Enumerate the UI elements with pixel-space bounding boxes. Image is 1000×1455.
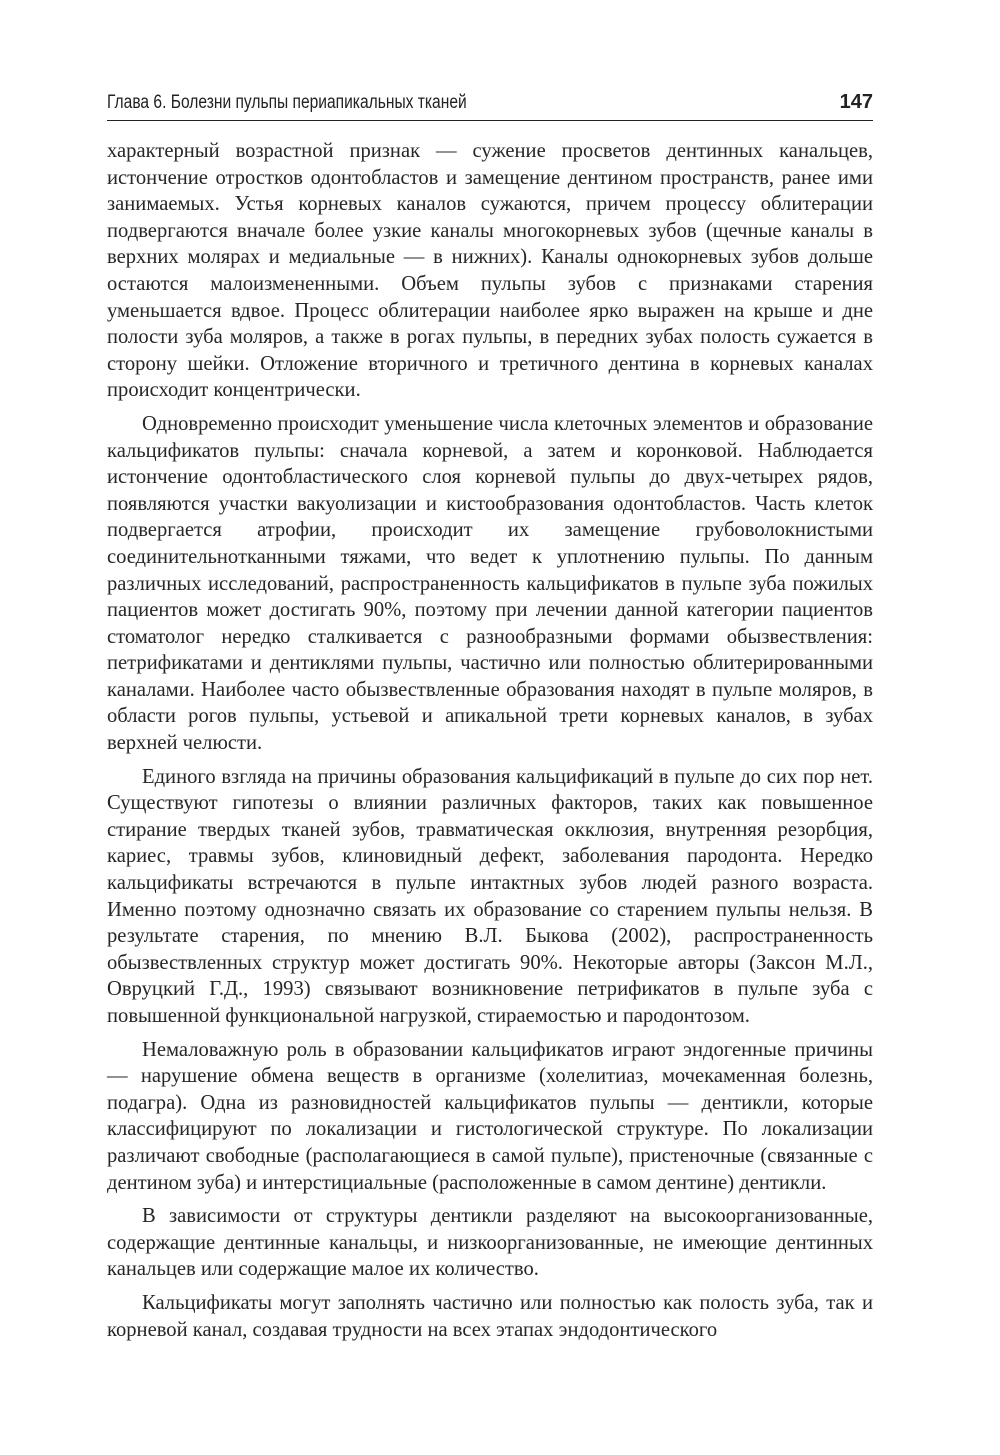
body-text xyxy=(107,138,873,1350)
page-number: 147 xyxy=(839,91,873,113)
paragraph-continuation: характерный возрастной признак — сужение просветов дентинных канальцев, истончение отростков одонтобластов и замещение дентином пространств, ранее ими занимаемых. Устья корневых каналов сужаются, причем процессу облитерации подвергаются вначале более узкие каналы многокорневых зубов (щечные каналы в верхних молярах и медиальные — в нижних). Каналы однокорневых зубов дольше остаются малоизмененными. Объем пульпы зубов с признаками старения уменьшается вдвое. Процесс облитерации наиболее ярко выражен на крыше и дне полости зуба моляров, а также в рогах пульпы, в передних зубах полость сужается в сторону шейки. Отложение вторичного и третичного дентина в корневых каналах происходит концентрически. xyxy=(107,140,873,402)
paragraph: Кальцификаты могут заполнять частично или полностью как полость зуба, так и корневой канал, создавая трудности на всех этапах эндодонтического xyxy=(107,1291,873,1341)
paragraph: Немаловажную роль в образовании кальцификатов играют эндогенные причины — нарушение обмена веществ в организме (холелитиаз, мочекаменная болезнь, подагра). Одна из разновидностей кальцификатов пульпы — дентикли, которые классифицируют по локализации и гистологической структуре. По локализации различают свободные (располагающиеся в самой пульпе), пристеночные (связанные с дентином зуба) и интерстициальные (расположенные в самом дентине) дентикли. xyxy=(107,1038,873,1194)
paragraph: Единого взгляда на причины образования кальцификаций в пульпе до сих пор нет. Существуют гипотезы о влиянии различных факторов, таких как повышенное стирание твердых тканей зубов, травматическая окклюзия, внутренняя резорбция, кариес, травмы зубов, клиновидный дефект, заболевания пародонта. Нередко кальцификаты встречаются в пульпе интактных зубов людей разного возраста. Именно поэтому однозначно связать их образование со старением пульпы нельзя. В результате старения, по мнению В.Л. Быкова (2002), распространенность обызвествленных структур может достигать 90%. Некоторые авторы (Заксон М.Л., Овруцкий Г.Д., 1993) связывают возникновение петрификатов в пульпе зуба с повышенной функциональной нагрузкой, стираемостью и пародонтозом. xyxy=(107,765,873,1027)
running-header xyxy=(107,88,873,121)
chapter-title: Глава 6. Болезни пульпы периапикальных тканей xyxy=(107,92,467,113)
paragraph: Одновременно происходит уменьшение числа клеточных элементов и образование кальцификатов пульпы: сначала корневой, а затем и коронковой. Наблюдается истончение одонтобластического слоя корневой пульпы до двух-четырех рядов, появляются участки вакуолизации и кистообразования одонтобластов. Часть клеток подвергается атрофии, происходит их замещение грубоволокнистыми соединительнотканными тяжами, что ведет к уплотнению пульпы. По данным различных исследований, распространенность кальцификатов в пульпе зуба пожилых пациентов может достигать 90%, поэтому при лечении данной категории пациентов стоматолог нередко сталкивается с разнообразными формами обызвествления: петрификатами и дентиклями пульпы, частично или полностью облитерированными каналами. Наиболее часто обызвествленные образования находят в пульпе моляров, в области рогов пульпы, устьевой и апикальной трети корневых каналов, в зубах верхней челюсти. xyxy=(107,412,873,755)
paragraph: В зависимости от структуры дентикли разделяют на высокоорганизованные, содержащие дентинные канальцы, и низкоорганизованные, не имеющие дентинных канальцев или содержащие малое их количество. xyxy=(107,1205,873,1281)
